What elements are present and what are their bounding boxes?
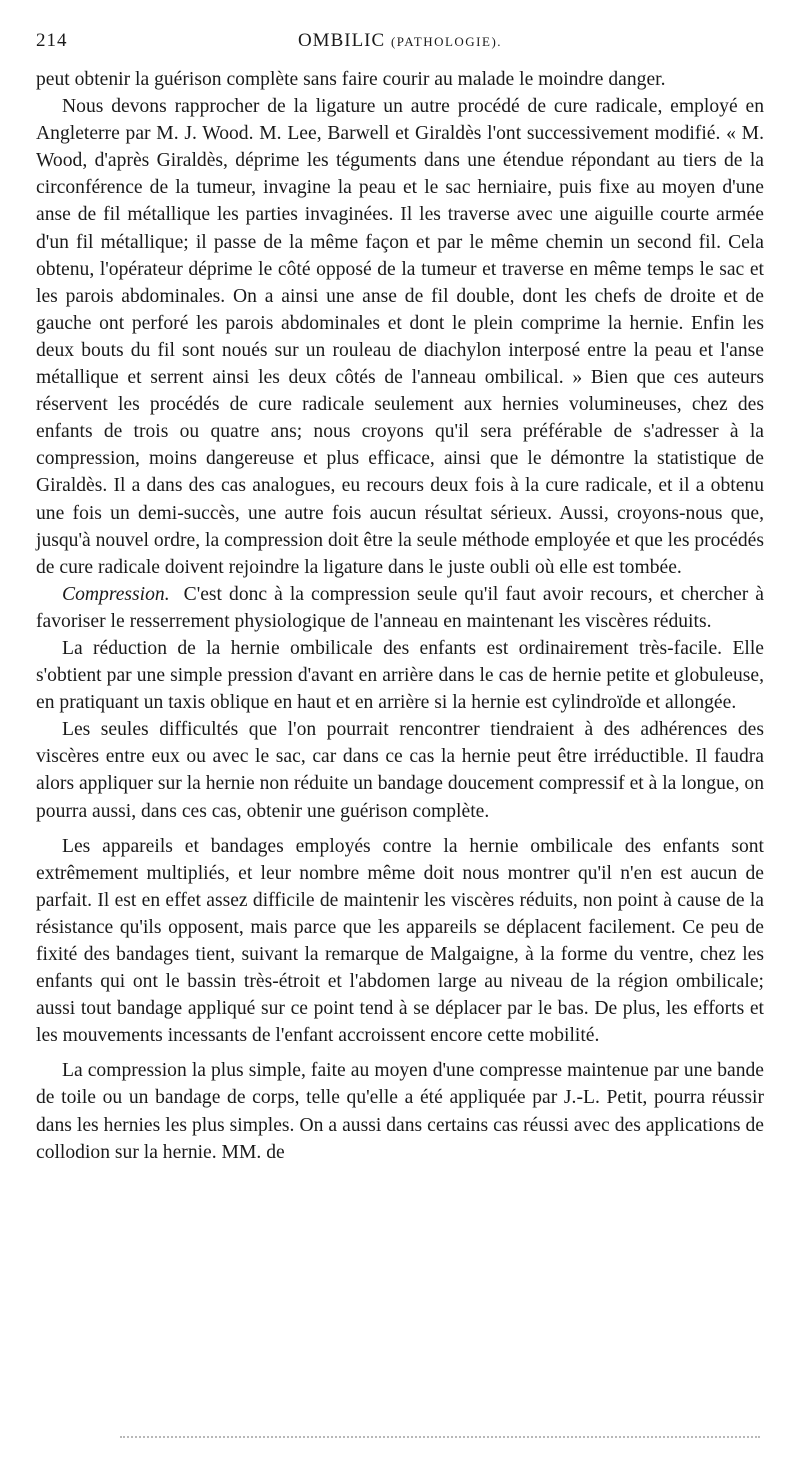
paragraph-difficulties: Les seules difficultés que l'on pourrait rencontrer tiendraient à des adhérences des viscères entre eux ou avec le sac, car dans ce cas la hernie peut être irréductible. Il faudra alors appliquer sur la hernie non réduite un bandage doucement compressif et à la longue, on pourra aussi, dans ces cas, obtenir une guérison complète. [36,719,764,822]
page-number: 214 [36,30,68,51]
paragraph-continued: peut obtenir la guérison complète sans faire courir au malade le moindre danger. [36,69,666,90]
chapter-subtitle: (PATHOLOGIE). [390,34,503,49]
paragraph-compression-text: C'est donc à la compression seule qu'il faut avoir recours, et chercher à favoriser le resserrement physiologique de l'anneau en maintenant les viscères réduits. [36,583,765,632]
chapter-title: OMBILIC [297,30,386,51]
paragraph-compression [36,581,764,635]
paragraph-run-in-heading: Compression. [62,583,170,605]
paragraph-appliances: Les appareils et bandages employés contre la hernie ombilicale des enfants sont extrêmement multipliés, et leur nombre même doit nous montrer qu'il n'en est aucun de parfait. Il est en effet assez difficile de maintenir les viscères réduits, non point à cause de la résistance qu'ils opposent, mais parce que les appareils se déplacent facilement. Ce peu de fixité des bandages tient, suivant la remarque de Malgaigne, à la forme du ventre, chez les enfants qui ont le bassin très-étroit et l'abdomen large au niveau de la région ombilicale; aussi tout bandage appliqué sur ce point tend à se déplacer par le bas. De plus, les efforts et les mouvements incessants de l'enfant accroissent encore cette mobilité. [36,835,764,1047]
running-head [36,30,764,56]
running-title [36,30,764,52]
bottom-scan-artifact [120,1436,760,1438]
paragraph-radical-cure: Nous devons rapprocher de la ligature un autre procédé de cure radicale, employé en Angleterre par M. J. Wood. M. Lee, Barwell et Giraldès l'ont successivement modifié. « M. Wood, d'après Giraldès, déprime les téguments dans une étendue répondant au tiers de la circonférence de la tumeur, invagine la peau et le sac herniaire, puis fixe au moyen d'une anse de fil métallique les parties invaginées. Il les traverse avec une aiguille courte armée d'un fil métallique; il passe de la même façon et par le même chemin un second fil. Cela obtenu, l'opérateur déprime le côté opposé de la tumeur et traverse en même temps le sac et les parois abdominales. On a ainsi une anse de fil double, dont les chefs de droite et de gauche ont perforé les parois abdominales et dont le plein comprime la hernie. Enfin les deux bouts du fil sont noués sur un rouleau de diachylon interposé entre la peau et l'anse métallique et serrent ainsi les deux côtés de l'anneau ombilical. » Bien que ces auteurs réservent les procédés de cure radicale seulement aux hernies volumineuses, chez des enfants de trois ou quatre ans; nous croyons qu'il sera préférable de s'adresser à la compression, moins dangereuse et plus efficace, ainsi que le démontre la statistique de Giraldès. Il a dans des cas analogues, eu recours deux fois à la cure radicale, et il a obtenu une fois un demi-succès, une autre fois aucun résultat sérieux. Aussi, croyons-nous que, jusqu'à nouvel ordre, la compression doit être la seule méthode employée et que les procédés de cure radicale doivent rejoindre la ligature dans le juste oubli où elle est tombée. [36,96,764,578]
body-text [36,66,764,1166]
paragraph-reduction: La réduction de la hernie ombilicale des enfants est ordinairement très-facile. Elle s'obtient par une simple pression d'avant en arrière dans le cas de hernie petite et globuleuse, en pratiquant un taxis oblique en haut et en arrière si la hernie est cylindroïde et allongée. [36,637,764,714]
book-page [36,30,764,1166]
paragraph-simple-compression: La compression la plus simple, faite au moyen d'une compresse maintenue par une bande de toile ou un bandage de corps, telle qu'elle a été appliquée par J.-L. Petit, pourra réussir dans les hernies les plus simples. On a aussi dans certains cas réussi avec des applications de collodion sur la hernie. MM. de [36,1060,764,1163]
